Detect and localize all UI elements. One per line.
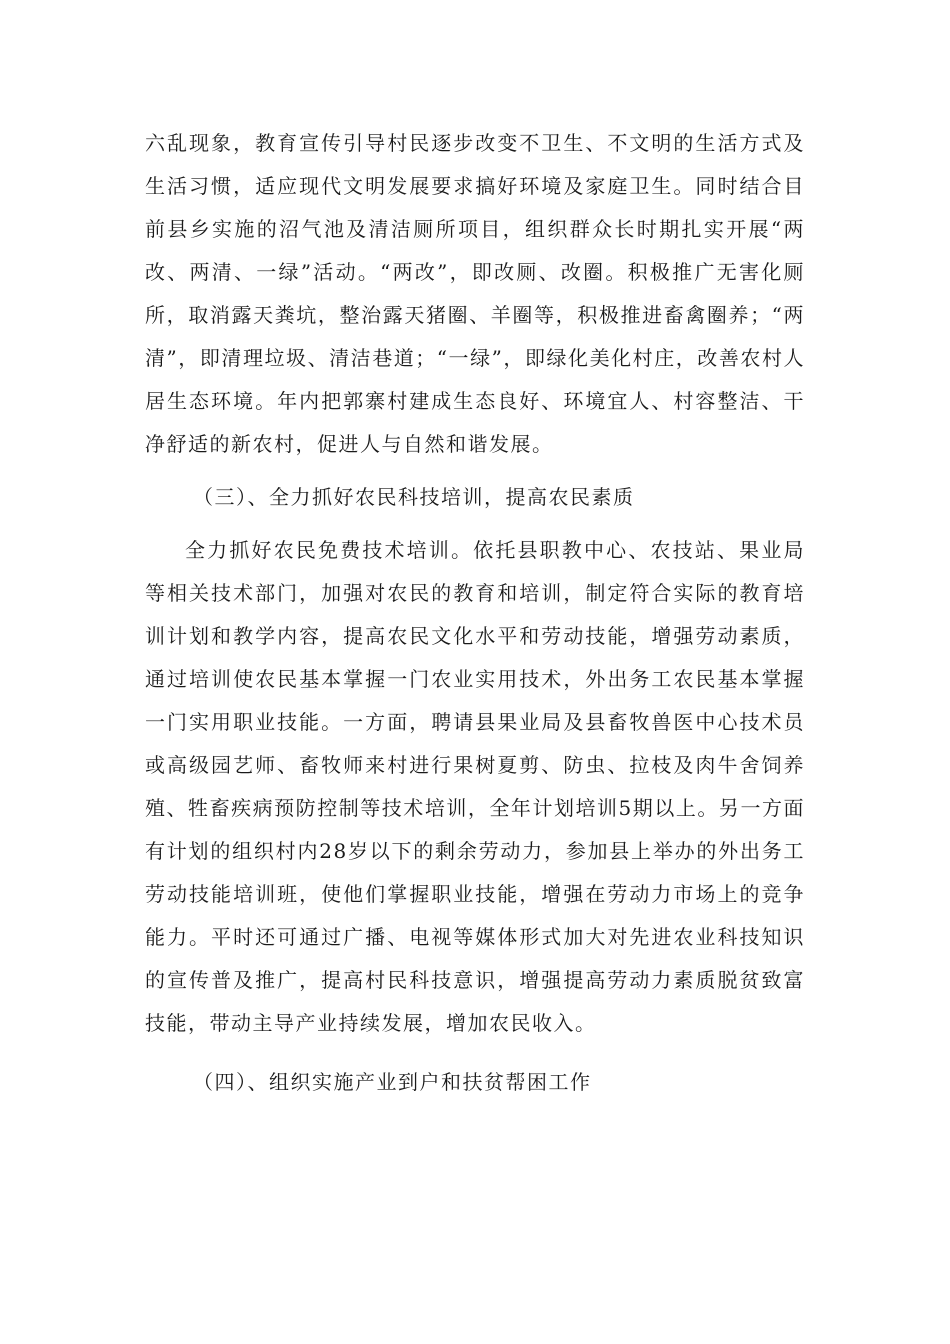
- paragraph-sanitation: 六乱现象，教育宣传引导村民逐步改变不卫生、不文明的生活方式及生活习惯，适应现代文明发展要求搞好环境及家庭卫生。同时结合目前县乡实施的沼气池及清洁厕所项目，组织群众长时期扎实开展“两改、两清、一绿”活动。“两改”，即改厕、改圈。积极推广无害化厕所，取消露天粪坑，整治露天猪圈、羊圈等，积极推进畜禽圈养；“两清”，即清理垃圾、清洁巷道；“一绿”，即绿化美化村庄，改善农村人居生态环境。年内把郭寨村建成生态良好、环境宜人、村容整洁、干净舒适的新农村，促进人与自然和谐发展。: [145, 131, 805, 456]
- section-heading-3: （三）、全力抓好农民科技培训，提高农民素质: [193, 485, 635, 509]
- paragraph-training: 全力抓好农民免费技术培训。依托县职教中心、农技站、果业局等相关技术部门，加强对农民的教育和培训，制定符合实际的教育培训计划和教学内容，提高农民文化水平和劳动技能，增强劳动素质，通过培训使农民基本掌握一门农业实用技术，外出务工农民基本掌握一门实用职业技能。一方面，聘请县果业局及县畜牧兽医中心技术员或高级园艺师、畜牧师来村进行果树夏剪、防虫、拉枝及肉牛舍饲养殖、牲畜疾病预防控制等技术培训，全年计划培训5期以上。另一方面有计划的组织村内28岁以下的剩余劳动力，参加县上举办的外出务工劳动技能培训班，使他们掌握职业技能，增强在劳动力市场上的竞争能力。平时还可通过广播、电视等媒体形式加大对先进农业科技知识的宣传普及推广，提高村民科技意识，增强提高劳动力素质脱贫致富技能，带动主导产业持续发展，增加农民收入。: [145, 538, 805, 1035]
- document-body: [145, 122, 805, 1104]
- section-heading-4: （四）、组织实施产业到户和扶贫帮困工作: [193, 1070, 592, 1094]
